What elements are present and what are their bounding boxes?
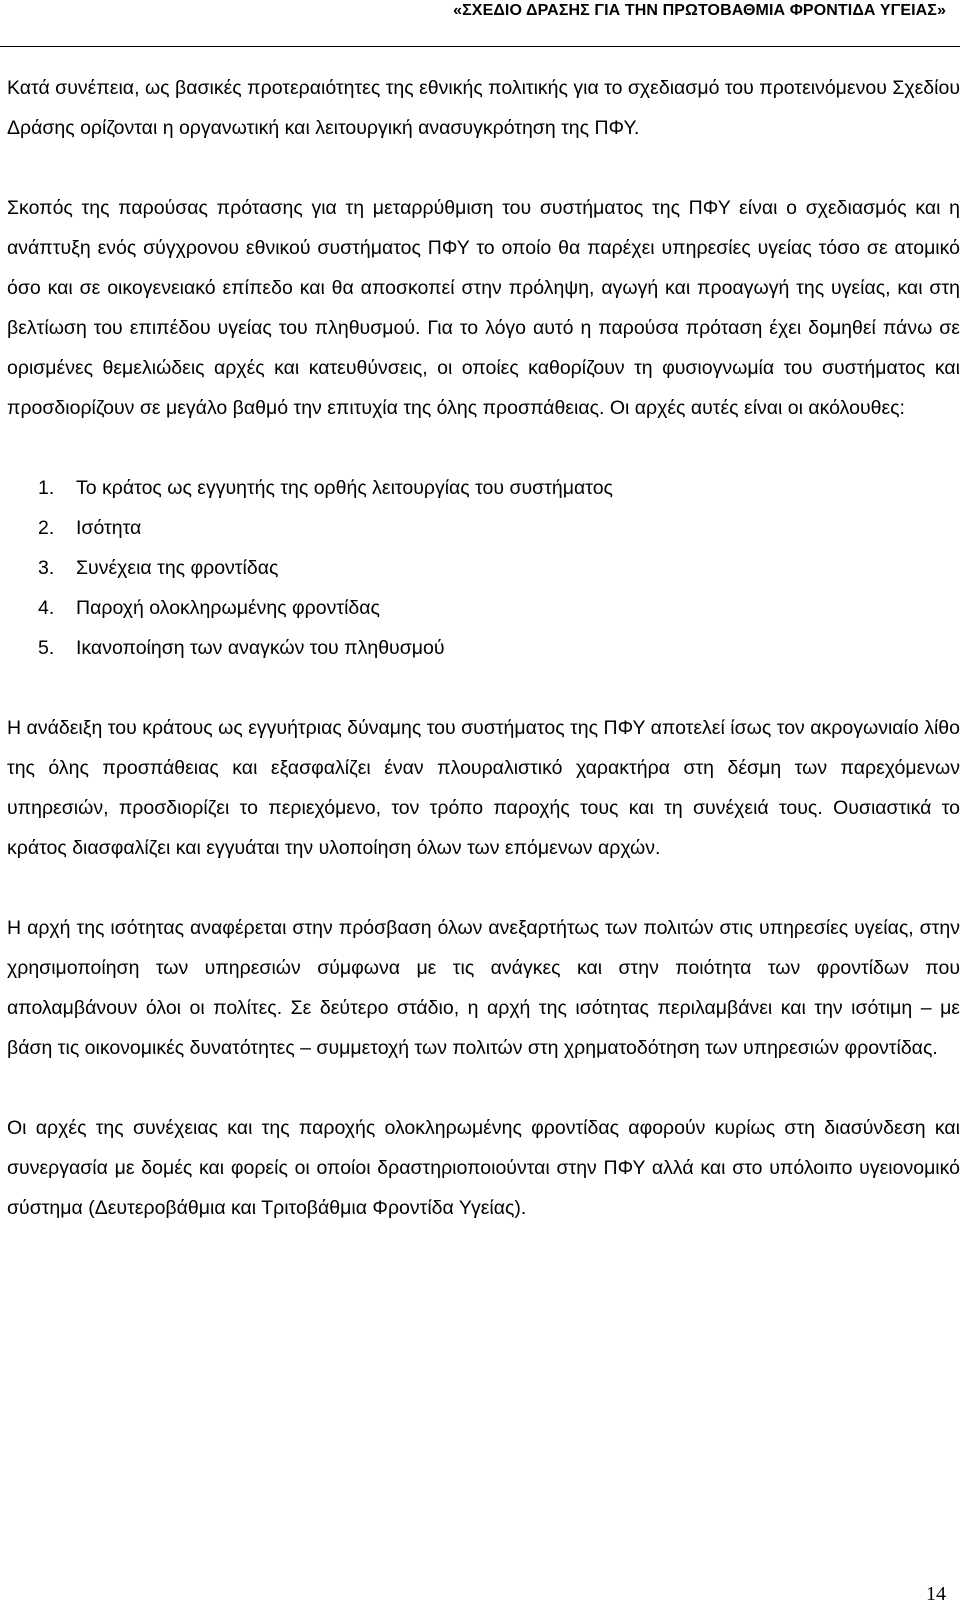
list-number: 4.	[38, 597, 55, 619]
list-text: Το κράτος ως εγγυητής της ορθής λειτουργίας του συστήματος	[76, 477, 613, 499]
list-number: 5.	[38, 637, 55, 659]
list-text: Παροχή ολοκληρωμένης φροντίδας	[76, 597, 380, 619]
paragraph-continuity: Οι αρχές της συνέχειας και της παροχής ολοκληρωμένης φροντίδας αφορούν κυρίως στη διασύνδεση και συνεργασία με δομές και φορείς οι οποίοι δραστηριοποιούνται στην ΠΦΥ αλλά και στο υπόλοιπο υγειονομικό σύστημα (Δευτεροβάθμια και Τριτοβάθμια Φροντίδα Υγείας).	[7, 1117, 960, 1219]
list-item	[7, 468, 960, 508]
list-number: 2.	[38, 517, 55, 539]
paragraph-purpose: Σκοπός της παρούσας πρότασης για τη μεταρρύθμιση του συστήματος της ΠΦΥ είναι ο σχεδιασμός και η ανάπτυξη ενός σύγχρονου εθνικού συστήματος ΠΦΥ το οποίο θα παρέχει υπηρεσίες υγείας τόσο σε ατομικό όσο και σε οικογενειακό επίπεδο και θα αποσκοπεί στην πρόληψη, αγωγή και προαγωγή της υγείας, και στη βελτίωση του επιπέδου υγείας του πληθυσμού. Για το λόγο αυτό η παρούσα πρόταση έχει δομηθεί πάνω σε ορισμένες θεμελιώδεις αρχές και κατευθύνσεις, οι οποίες καθορίζουν τη φυσιογνωμία του συστήματος και προσδιορίζουν σε μεγάλο βαθμό την επιτυχία της όλης προσπάθειας. Οι αρχές αυτές είναι οι ακόλουθες:	[7, 197, 960, 419]
list-item	[7, 548, 960, 588]
list-item	[7, 628, 960, 668]
document-title: «ΣΧΕΔΙΟ ΔΡΑΣΗΣ ΓΙΑ ΤΗΝ ΠΡΩΤΟΒΑΘΜΙΑ ΦΡΟΝΤΙΔΑ ΥΓΕΙΑΣ»	[453, 2, 946, 19]
list-item	[7, 508, 960, 548]
page-header	[0, 0, 960, 47]
list-text: Ικανοποίηση των αναγκών του πληθυσμού	[76, 637, 445, 659]
paragraph-equality: Η αρχή της ισότητας αναφέρεται στην πρόσβαση όλων ανεξαρτήτως των πολιτών στις υπηρεσίες υγείας, στην χρησιμοποίηση των υπηρεσιών σύμφωνα με τις ανάγκες και στην ποιότητα των φροντίδων που απολαμβάνουν όλοι οι πολίτες. Σε δεύτερο στάδιο, η αρχή της ισότητας περιλαμβάνει και την ισότιμη – με βάση τις οικονομικές δυνατότητες – συμμετοχή των πολιτών στη χρηματοδότηση των υπηρεσιών φροντίδας.	[7, 917, 960, 1059]
list-number: 1.	[38, 477, 55, 499]
paragraph-priorities: Κατά συνέπεια, ως βασικές προτεραιότητες της εθνικής πολιτικής για το σχεδιασμό του προτεινόμενου Σχεδίου Δράσης ορίζονται η οργανωτική και λειτουργική ανασυγκρότηση της ΠΦΥ.	[7, 77, 960, 139]
list-number: 3.	[38, 557, 55, 579]
list-text: Ισότητα	[76, 517, 142, 539]
paragraph-state-role: Η ανάδειξη του κράτους ως εγγυήτριας δύναμης του συστήματος της ΠΦΥ αποτελεί ίσως τον ακρογωνιαίο λίθο της όλης προσπάθειας και εξασφαλίζει έναν πλουραλιστικό χαρακτήρα στη δέσμη των παρεχόμενων υπηρεσιών, προσδιορίζει το περιεχόμενο, τον τρόπο παροχής τους και τη συνέχειά τους. Ουσιαστικά το κράτος διασφαλίζει και εγγυάται την υλοποίηση όλων των επόμενων αρχών.	[7, 717, 960, 859]
principles-list	[7, 468, 960, 668]
page-number: 14	[926, 1583, 946, 1605]
list-item	[7, 588, 960, 628]
list-text: Συνέχεια της φροντίδας	[76, 557, 279, 579]
document-body	[7, 68, 960, 1228]
